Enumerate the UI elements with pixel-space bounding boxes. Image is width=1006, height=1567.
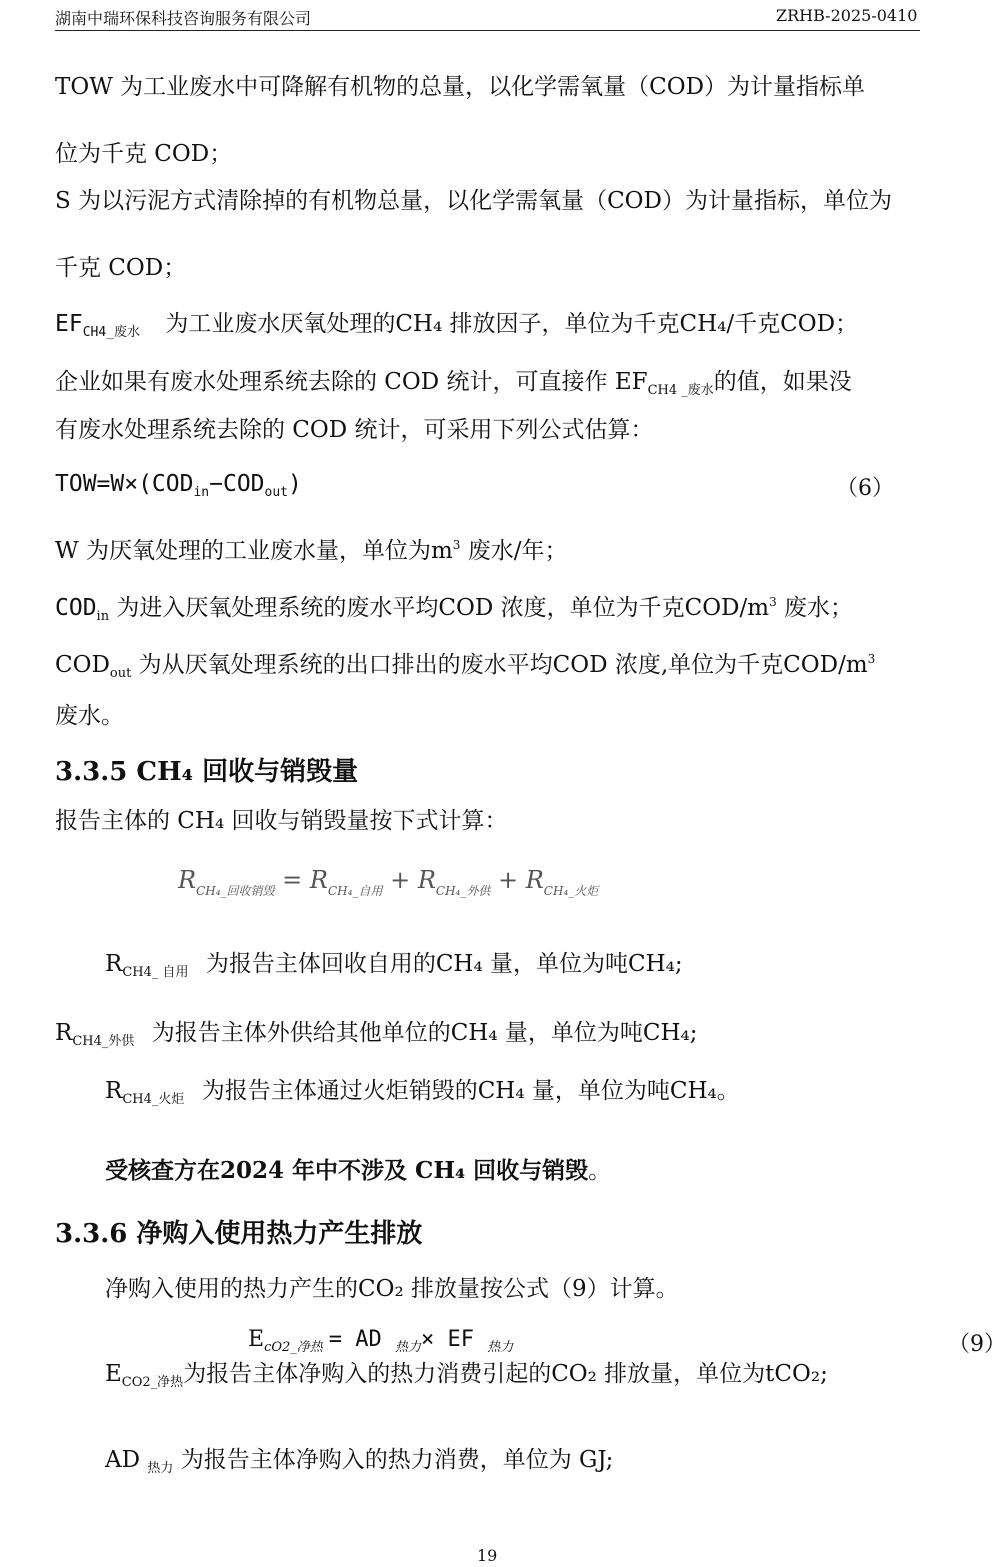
para-s-line1: S 为以污泥方式清除掉的有机物总量，以化学需氧量（COD）为计量指标，单位为 xyxy=(55,188,892,214)
enterprise-text-a: 企业如果有废水处理系统去除的 COD 统计，可直接作 EF xyxy=(55,369,648,395)
codin-tail: 废水； xyxy=(776,595,854,621)
ef-subscript: CH4_废水 xyxy=(82,325,141,340)
formula6-out: out xyxy=(264,485,289,500)
f336-ef: × EF xyxy=(421,1327,488,1352)
f336-ef-sub: 热力 xyxy=(487,1340,514,1355)
def3-sub: CH4_火炬 xyxy=(122,1092,185,1107)
page-number: 19 xyxy=(477,1546,498,1565)
codout-sub: out xyxy=(109,666,132,681)
def-e-sub: CO2_净热 xyxy=(121,1375,184,1390)
ef-symbol: EF xyxy=(55,311,83,337)
def-r-waigong xyxy=(55,1018,698,1057)
w-sup: 3 xyxy=(452,538,461,552)
section-336-title: 3.3.6 净购入使用热力产生排放 xyxy=(55,1219,423,1249)
def-ad-sub: 热力 xyxy=(147,1461,174,1476)
formula-6 xyxy=(55,469,302,508)
formula9-number: （9） xyxy=(948,1332,1006,1357)
codin-sup: 3 xyxy=(769,595,777,609)
f336-e: E xyxy=(248,1327,265,1352)
section-335-title: 3.3.5 CH₄ 回收与销毁量 xyxy=(55,757,359,787)
enterprise-text-b: 的值，如果没 xyxy=(713,369,852,395)
codout-cod: COD xyxy=(55,652,110,678)
formula6-part-c: ) xyxy=(288,471,302,497)
f335-plus2: + R xyxy=(490,866,544,894)
codin-sub: in xyxy=(96,609,110,624)
def-e-co2 xyxy=(105,1359,828,1398)
enterprise-sub: CH4 _废水 xyxy=(647,383,714,398)
codout-sup: 3 xyxy=(867,652,876,666)
section-336-formula xyxy=(248,1325,513,1363)
def-r-huoju xyxy=(105,1076,740,1115)
section-336-intro: 净购入使用的热力产生的CO₂ 排放量按公式（9）计算。 xyxy=(105,1276,679,1302)
section-335-conclusion xyxy=(105,1156,611,1186)
para-w xyxy=(55,530,567,566)
def3-text: 为报告主体通过火炬销毁的CH₄ 量，单位为吨CH₄。 xyxy=(194,1078,740,1104)
w-text-b: 废水/年； xyxy=(460,538,568,564)
section-335-intro: 报告主体的 CH₄ 回收与销毁量按下式计算： xyxy=(55,808,508,834)
para-enterprise-line2: 有废水处理系统去除的 COD 统计，可采用下列公式估算： xyxy=(55,417,654,443)
f335-r1-sub: CH₄_回收销毁 xyxy=(196,884,275,898)
def-r-ziyong xyxy=(105,949,683,988)
conclusion-end: 。 xyxy=(588,1158,612,1184)
f336-ad: = AD xyxy=(328,1327,396,1352)
para-tow-line1: TOW 为工业废水中可降解有机物的总量，以化学需氧量（COD）为计量指标单 xyxy=(55,74,866,100)
codout-text: 为从厌氧处理系统的出口排出的废水平均COD 浓度,单位为千克COD/m xyxy=(131,652,868,678)
def1-sub: CH4_ 自用 xyxy=(122,965,189,980)
f336-e-sub: cO2_净热 xyxy=(264,1340,323,1355)
f335-r1: R xyxy=(178,866,197,894)
codin-text: 为进入厌氧处理系统的废水平均COD 浓度，单位为千克COD/m xyxy=(109,595,770,621)
f335-plus1: + R xyxy=(382,866,436,894)
f335-eq: = R xyxy=(274,866,328,894)
section-335-formula xyxy=(178,866,598,899)
formula6-part-a: TOW=W×(COD xyxy=(55,471,194,497)
para-codout-line2: 废水。 xyxy=(55,703,124,729)
w-text-a: W 为厌氧处理的工业废水量，单位为m xyxy=(55,538,453,564)
para-tow-line2: 位为千克 COD； xyxy=(55,141,233,167)
def-e-text: 为报告主体净购入的热力消费引起的CO₂ 排放量，单位为tCO₂; xyxy=(183,1361,828,1387)
header-doc-number: ZRHB-2025-0410 xyxy=(776,6,918,25)
para-enterprise-line1 xyxy=(55,367,852,406)
para-ef xyxy=(55,309,858,348)
codin-cod: COD xyxy=(55,595,97,621)
def2-r: R xyxy=(55,1020,73,1046)
para-codin xyxy=(55,587,853,632)
header-rule xyxy=(55,30,920,31)
formula6-in: in xyxy=(193,485,210,500)
def-ad-symbol: AD xyxy=(105,1447,148,1473)
def1-r: R xyxy=(105,951,123,977)
def-e-symbol: E xyxy=(105,1361,122,1387)
def3-r: R xyxy=(105,1078,123,1104)
def2-text: 为报告主体外供给其他单位的CH₄ 量，单位为吨CH₄; xyxy=(144,1020,698,1046)
para-codout xyxy=(55,644,875,689)
header-company: 湖南中瑞环保科技咨询服务有限公司 xyxy=(55,9,312,28)
formula6-number: （6） xyxy=(836,476,894,501)
def2-sub: CH4_外供 xyxy=(72,1034,135,1049)
ef-text: 为工业废水厌氧处理的CH₄ 排放因子，单位为千克CH₄/千克COD； xyxy=(165,311,859,337)
conclusion-text: 受核查方在2024 年中不涉及 CH₄ 回收与销毁 xyxy=(105,1157,589,1184)
f335-r3-sub: CH₄_外供 xyxy=(435,884,491,898)
f335-r4-sub: CH₄_火炬 xyxy=(543,884,599,898)
def-ad xyxy=(105,1445,613,1484)
def-ad-text: 为报告主体净购入的热力消费，单位为 GJ; xyxy=(173,1447,614,1473)
def1-text: 为报告主体回收自用的CH₄ 量，单位为吨CH₄; xyxy=(198,951,683,977)
f336-ad-sub: 热力 xyxy=(395,1340,422,1355)
para-s-line2: 千克 COD； xyxy=(55,255,187,281)
f335-r2-sub: CH₄_自用 xyxy=(327,884,383,898)
formula6-part-b: −COD xyxy=(209,471,265,497)
